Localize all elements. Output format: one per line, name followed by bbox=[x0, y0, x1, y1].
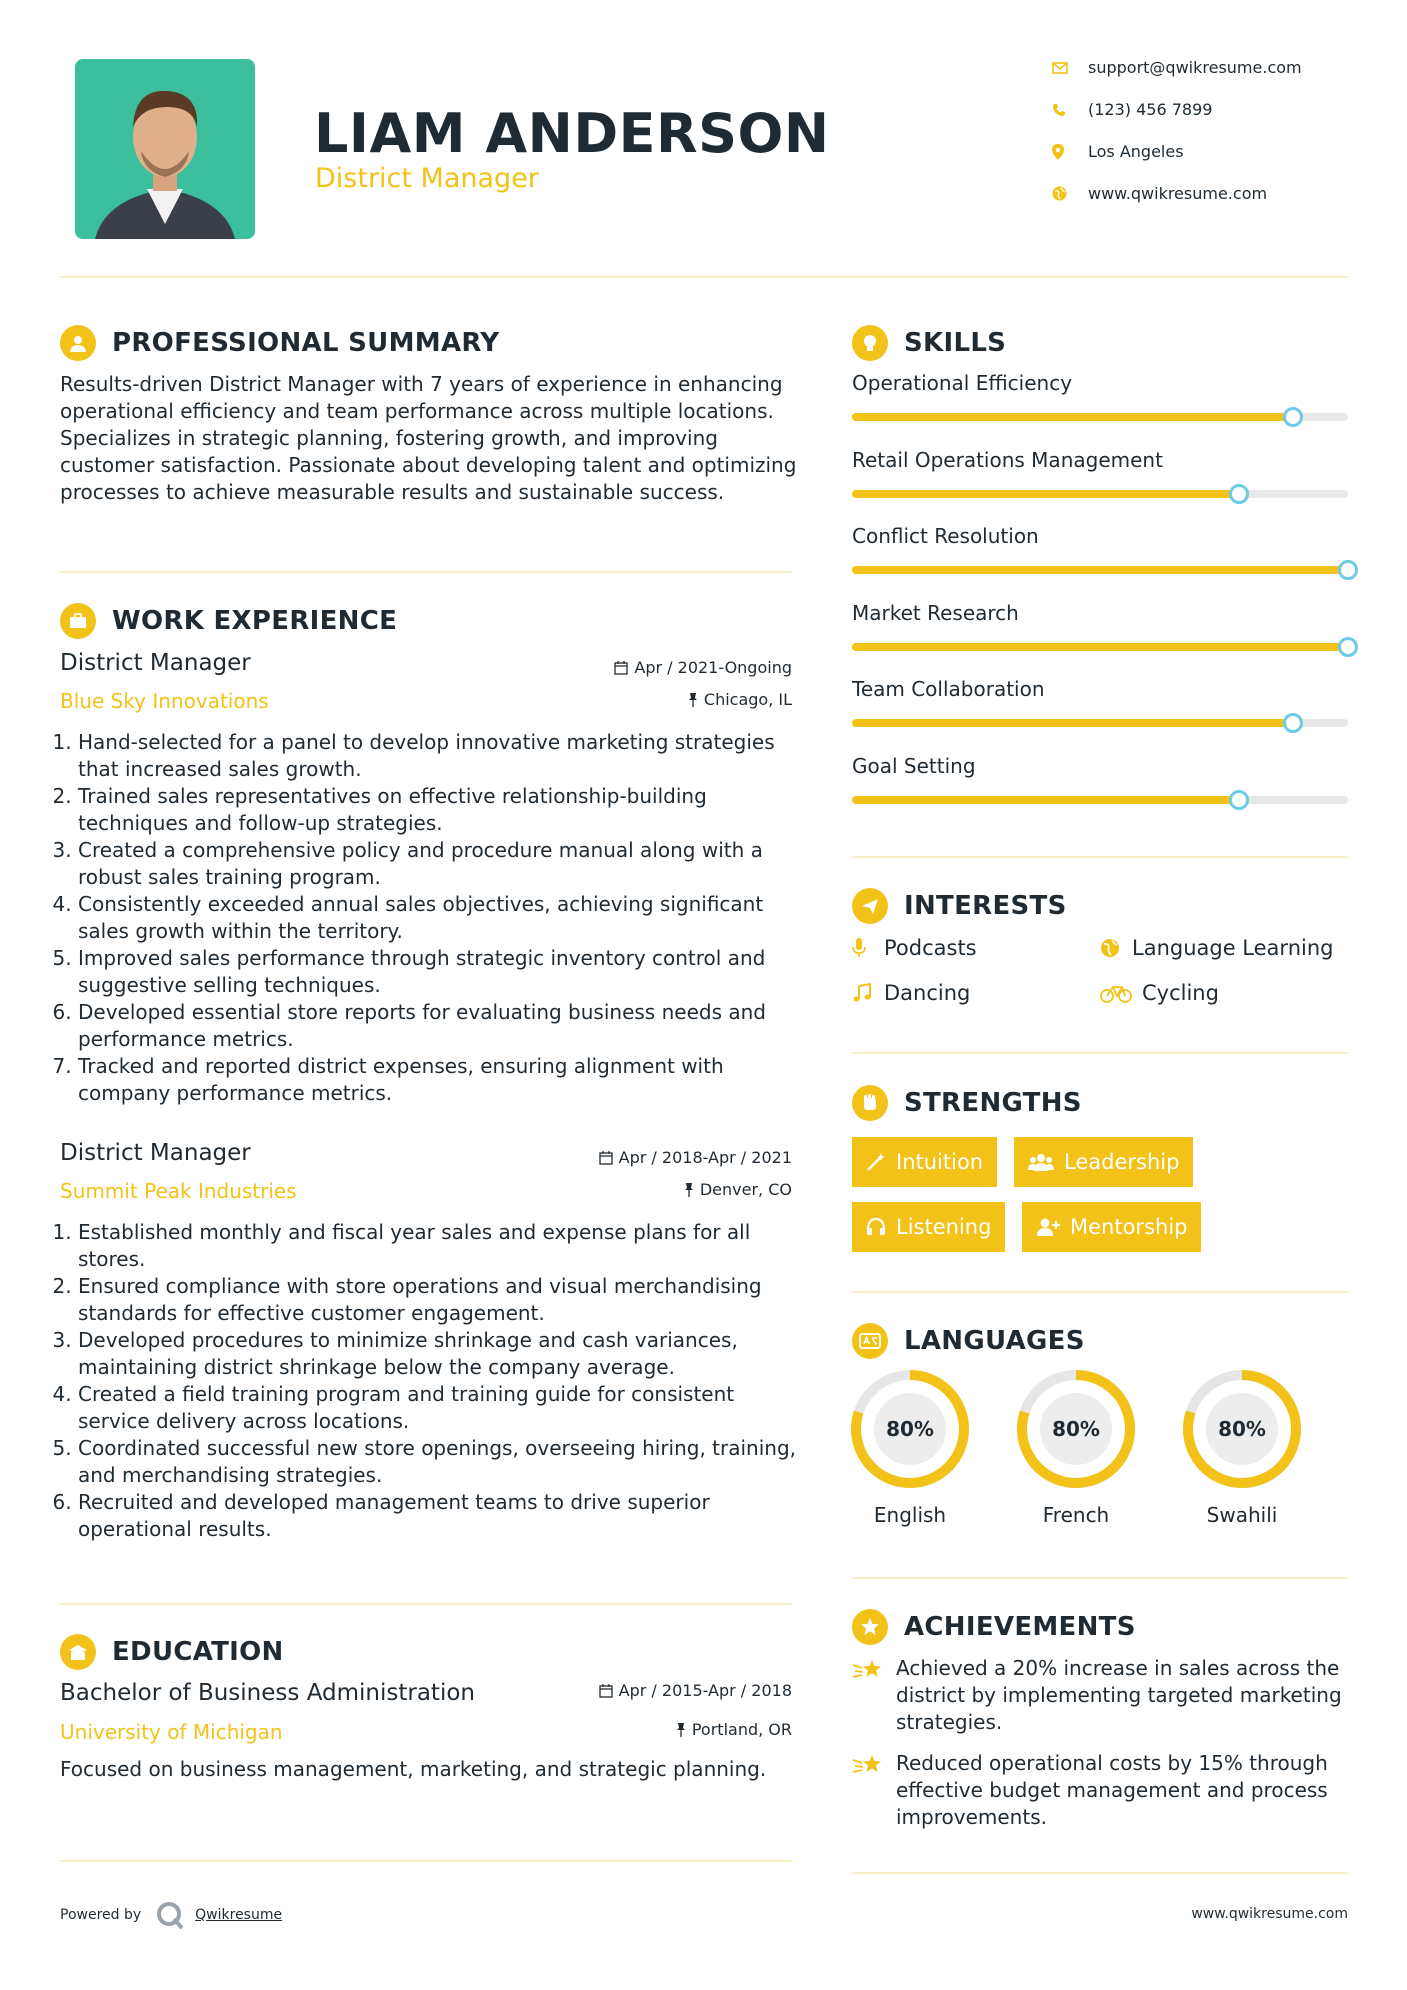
job-1-dates bbox=[532, 658, 792, 677]
interest-label: Language Learning bbox=[1132, 936, 1334, 960]
envelope-icon bbox=[1052, 62, 1088, 74]
skill-bar-fill bbox=[852, 643, 1348, 651]
skill-name: Team Collaboration bbox=[852, 677, 1045, 701]
user-icon bbox=[60, 325, 96, 361]
contact-phone[interactable] bbox=[1052, 100, 1352, 119]
language-percent: 80% bbox=[1218, 1417, 1266, 1441]
calendar-icon bbox=[614, 661, 628, 675]
skill-bar-fill bbox=[852, 719, 1293, 727]
skill-bar-fill bbox=[852, 413, 1293, 421]
music-note-icon bbox=[852, 983, 884, 1003]
languages-divider bbox=[852, 1577, 1348, 1579]
summary-heading bbox=[60, 325, 499, 361]
briefcase-icon bbox=[60, 603, 96, 639]
list-item: 2. Trained sales representatives on effective relationship-building techniques and follow-up strategies. bbox=[78, 783, 805, 837]
skill-name: Retail Operations Management bbox=[852, 447, 1163, 472]
strength-chip-intuition bbox=[852, 1137, 997, 1187]
language-name: French bbox=[1042, 1503, 1110, 1527]
skills-title: SKILLS bbox=[904, 328, 1007, 358]
job-2-dates bbox=[532, 1148, 792, 1167]
profile-photo bbox=[75, 59, 255, 239]
interests-heading bbox=[852, 888, 1067, 924]
job-2-bullets bbox=[60, 1219, 805, 1543]
paper-plane-icon bbox=[852, 888, 888, 924]
footer-url[interactable]: www.qwikresume.com bbox=[1191, 1906, 1348, 1922]
job-1-company: Blue Sky Innovations bbox=[60, 689, 269, 713]
skill-bar-track bbox=[852, 643, 1348, 651]
skill-bar-knob bbox=[1229, 484, 1249, 504]
list-item: 6. Developed essential store reports for evaluating business needs and performance metrics. bbox=[78, 999, 805, 1053]
contact-location-text: Los Angeles bbox=[1088, 142, 1184, 161]
graduation-icon bbox=[60, 1634, 96, 1670]
skill-bar-track bbox=[852, 413, 1348, 421]
contact-website-text: www.qwikresume.com bbox=[1088, 184, 1268, 203]
strength-label: Listening bbox=[896, 1215, 992, 1239]
skill-bar-track bbox=[852, 490, 1348, 498]
calendar-icon bbox=[599, 1684, 613, 1698]
contact-location bbox=[1052, 142, 1352, 161]
language-name: English bbox=[873, 1503, 947, 1527]
language-ring bbox=[1180, 1367, 1304, 1491]
experience-divider bbox=[60, 1603, 792, 1605]
strengths-divider bbox=[852, 1291, 1348, 1293]
achievement-text: Reduced operational costs by 15% through effective budget management and process improvements. bbox=[896, 1751, 1328, 1829]
phone-icon bbox=[1052, 103, 1088, 117]
pushpin-icon bbox=[684, 1183, 694, 1197]
skill-bar-knob bbox=[1338, 637, 1358, 657]
strengths-heading bbox=[852, 1085, 1082, 1121]
job-1-location bbox=[532, 690, 792, 709]
list-item: 4. Created a field training program and training guide for consistent service delivery across locations. bbox=[78, 1381, 805, 1435]
education-school: University of Michigan bbox=[60, 1720, 283, 1744]
strength-chip-leadership bbox=[1014, 1137, 1193, 1187]
skill-name: Conflict Resolution bbox=[852, 524, 1039, 548]
achievements-title: ACHIEVEMENTS bbox=[904, 1612, 1136, 1642]
interest-label: Dancing bbox=[884, 981, 971, 1005]
experience-heading bbox=[60, 603, 397, 639]
footer-powered-by bbox=[60, 1900, 282, 1930]
list-item: 4. Consistently exceeded annual sales objectives, achieving significant sales growth within the territory. bbox=[78, 891, 805, 945]
achievements-divider bbox=[852, 1872, 1348, 1874]
experience-title: WORK EXPERIENCE bbox=[112, 606, 398, 636]
pushpin-icon bbox=[676, 1723, 686, 1737]
job-2-location-text: Denver, CO bbox=[699, 1180, 792, 1199]
skills-heading bbox=[852, 325, 1006, 361]
contact-email[interactable] bbox=[1052, 58, 1352, 77]
map-pin-icon bbox=[1052, 144, 1088, 160]
skill-bar-knob bbox=[1283, 713, 1303, 733]
list-item: 1. Hand-selected for a panel to develop innovative marketing strategies that increased sales growth. bbox=[78, 729, 805, 783]
language-item bbox=[848, 1367, 972, 1527]
contact-phone-text: (123) 456 7899 bbox=[1088, 100, 1213, 119]
list-item: 7. Tracked and reported district expenses, ensuring alignment with company performance metrics. bbox=[78, 1053, 805, 1107]
globe-icon bbox=[1100, 938, 1132, 958]
skill-bar-fill bbox=[852, 566, 1348, 574]
education-dates bbox=[532, 1681, 792, 1700]
job-2-title: District Manager bbox=[60, 1140, 251, 1166]
interest-label: Cycling bbox=[1142, 981, 1219, 1005]
user-plus-icon bbox=[1036, 1217, 1060, 1237]
skill-name: Goal Setting bbox=[852, 753, 976, 778]
skill-bar-track bbox=[852, 719, 1348, 727]
list-item: 5. Improved sales performance through strategic inventory control and suggestive selling techniques. bbox=[78, 945, 805, 999]
candidate-name: LIAM ANDERSON bbox=[314, 102, 830, 165]
powered-by-text: Powered by bbox=[60, 1907, 142, 1923]
skill-bar-fill bbox=[852, 490, 1239, 498]
education-degree: Bachelor of Business Administration bbox=[60, 1680, 475, 1706]
summary-text: Results-driven District Manager with 7 years of experience in enhancing operational efficiency and team performance across multiple locations. Specializes in strategic planning, fostering growth, and improving customer satisfaction. Passionate about developing talent and optimizing processes to achieve measurable results and sustainable success. bbox=[60, 372, 797, 504]
skill-bar-track bbox=[852, 566, 1348, 574]
microphone-icon bbox=[852, 938, 884, 958]
interests-title: INTERESTS bbox=[904, 891, 1067, 921]
achievement-text: Achieved a 20% increase in sales across the district by implementing targeted marketing strategies. bbox=[896, 1656, 1342, 1734]
magic-wand-icon bbox=[866, 1152, 886, 1172]
education-heading bbox=[60, 1634, 284, 1670]
job-1-location-text: Chicago, IL bbox=[703, 690, 792, 709]
header-divider bbox=[60, 276, 1348, 278]
contact-website[interactable] bbox=[1052, 184, 1352, 203]
bicycle-icon bbox=[1100, 983, 1142, 1003]
language-percent: 80% bbox=[886, 1417, 934, 1441]
list-item: 1. Established monthly and fiscal year sales and expense plans for all stores. bbox=[78, 1219, 805, 1273]
summary-title: PROFESSIONAL SUMMARY bbox=[112, 328, 500, 358]
contact-email-text: support@qwikresume.com bbox=[1088, 58, 1302, 77]
job-1-bullets bbox=[60, 729, 805, 1107]
shooting-star-icon bbox=[852, 1750, 896, 1831]
interest-language-learning bbox=[1100, 936, 1333, 960]
skill-name: Market Research bbox=[852, 600, 1019, 625]
language-icon bbox=[852, 1323, 888, 1359]
skill-bar-knob bbox=[1338, 560, 1358, 580]
education-text: Focused on business management, marketing, and strategic planning. bbox=[60, 1757, 767, 1781]
interest-dancing bbox=[852, 981, 970, 1005]
strength-label: Intuition bbox=[896, 1150, 984, 1174]
education-location bbox=[532, 1720, 792, 1739]
pushpin-icon bbox=[688, 693, 698, 707]
job-2-dates-text: Apr / 2018-Apr / 2021 bbox=[618, 1148, 792, 1167]
education-location-text: Portland, OR bbox=[691, 1720, 792, 1739]
languages-title: LANGUAGES bbox=[904, 1326, 1085, 1356]
achievement-item bbox=[852, 1750, 1352, 1831]
skill-bar-track bbox=[852, 796, 1348, 804]
list-item: 6. Recruited and developed management teams to drive superior operational results. bbox=[78, 1489, 805, 1543]
job-2-location bbox=[532, 1180, 792, 1199]
achievement-item bbox=[852, 1655, 1352, 1736]
list-item: 3. Created a comprehensive policy and procedure manual along with a robust sales training program. bbox=[78, 837, 805, 891]
job-1-dates-text: Apr / 2021-Ongoing bbox=[634, 658, 792, 677]
skill-bar-knob bbox=[1229, 790, 1249, 810]
strength-label: Mentorship bbox=[1070, 1215, 1188, 1239]
job-2-company: Summit Peak Industries bbox=[60, 1179, 297, 1203]
education-title: EDUCATION bbox=[112, 1637, 284, 1667]
education-divider bbox=[60, 1860, 792, 1862]
language-ring bbox=[848, 1367, 972, 1491]
skill-name: Operational Efficiency bbox=[852, 371, 1073, 395]
achievements-heading bbox=[852, 1609, 1136, 1645]
language-item bbox=[1180, 1367, 1304, 1527]
list-item: 5. Coordinated successful new store openings, overseeing hiring, training, and merchandising strategies. bbox=[78, 1435, 805, 1489]
strengths-title: STRENGTHS bbox=[904, 1088, 1082, 1118]
language-item bbox=[1014, 1367, 1138, 1527]
fist-icon bbox=[852, 1085, 888, 1121]
job-1-title: District Manager bbox=[60, 650, 251, 676]
qwikresume-logo-icon bbox=[155, 1900, 185, 1930]
languages-heading bbox=[852, 1323, 1085, 1359]
list-item: 3. Developed procedures to minimize shrinkage and cash variances, maintaining district shrinkage below the company average. bbox=[78, 1327, 805, 1381]
skill-bar-knob bbox=[1283, 407, 1303, 427]
globe-icon bbox=[1052, 186, 1088, 201]
language-percent: 80% bbox=[1052, 1417, 1100, 1441]
language-ring bbox=[1014, 1367, 1138, 1491]
calendar-icon bbox=[599, 1151, 613, 1165]
list-item: 2. Ensured compliance with store operations and visual merchandising standards for effective customer engagement. bbox=[78, 1273, 805, 1327]
summary-divider bbox=[60, 571, 792, 573]
candidate-role: District Manager bbox=[315, 163, 539, 194]
interests-divider bbox=[852, 1052, 1348, 1054]
skill-bar-fill bbox=[852, 796, 1239, 804]
star-icon bbox=[852, 1609, 888, 1645]
headphones-icon bbox=[866, 1217, 886, 1237]
interest-cycling bbox=[1100, 981, 1219, 1005]
qwikresume-link[interactable]: Qwikresume bbox=[195, 1907, 283, 1923]
interest-label: Podcasts bbox=[884, 936, 977, 960]
strength-label: Leadership bbox=[1064, 1150, 1180, 1174]
interest-podcasts bbox=[852, 936, 977, 960]
education-dates-text: Apr / 2015-Apr / 2018 bbox=[618, 1681, 792, 1700]
strength-chip-listening bbox=[852, 1202, 1005, 1252]
strength-chip-mentorship bbox=[1022, 1202, 1201, 1252]
shooting-star-icon bbox=[852, 1655, 896, 1736]
users-icon bbox=[1028, 1152, 1054, 1172]
skills-divider bbox=[852, 856, 1348, 858]
language-name: Swahili bbox=[1206, 1503, 1278, 1527]
lightbulb-icon bbox=[852, 325, 888, 361]
